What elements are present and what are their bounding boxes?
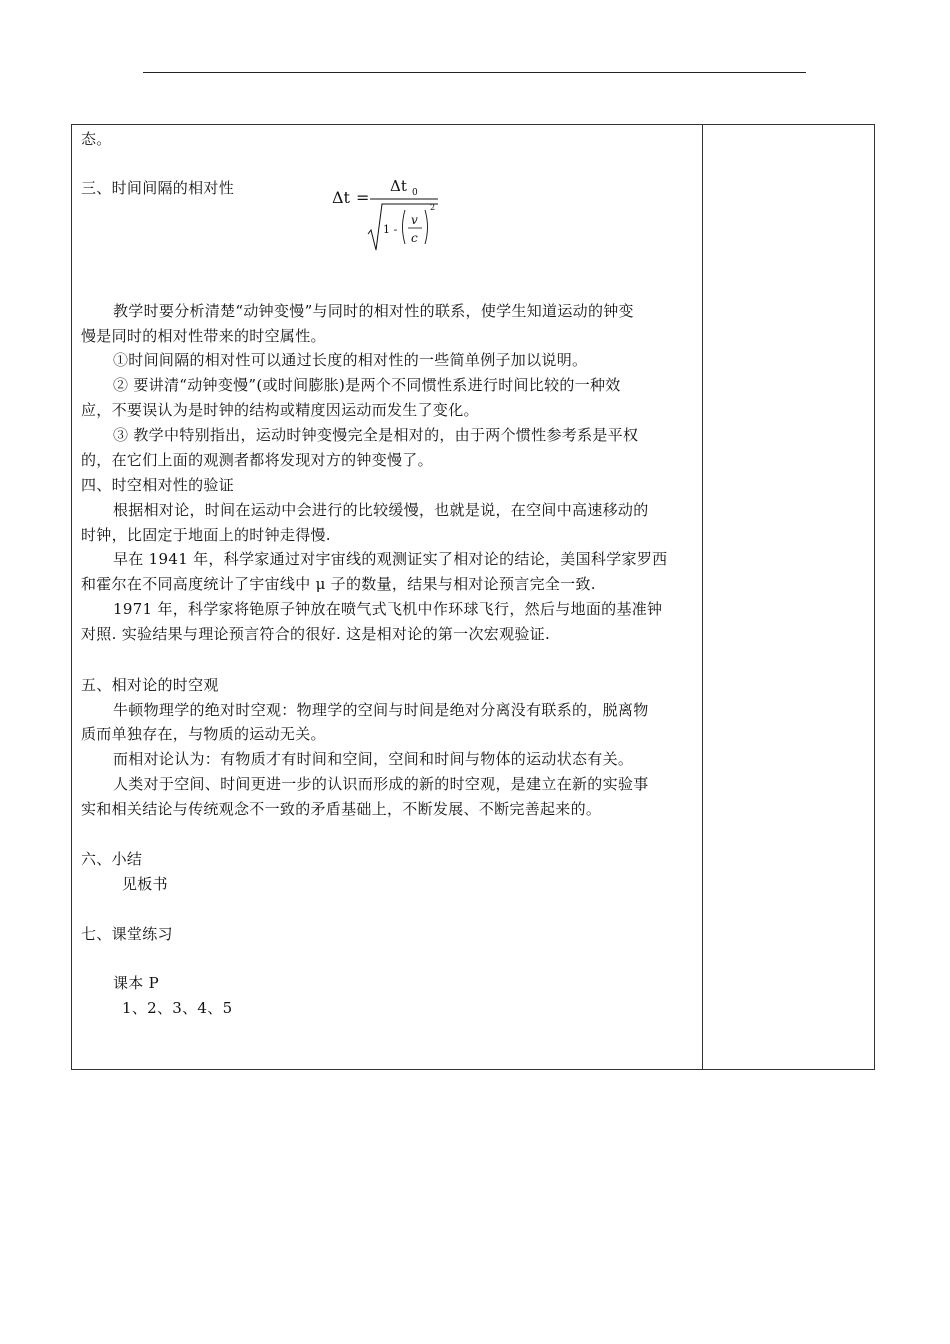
section-heading-summary: 六、小结 xyxy=(81,850,143,868)
time-dilation-formula xyxy=(326,172,456,260)
text-line: 1、2、3、4、5 xyxy=(122,999,233,1017)
formula-v: v xyxy=(411,213,418,227)
notes-column-divider xyxy=(702,124,703,1070)
formula-numerator-sub: 0 xyxy=(412,188,418,198)
section-heading-practice: 七、课堂练习 xyxy=(81,925,173,943)
formula-power: 2 xyxy=(430,203,436,212)
text-line: 1971 年，科学家将铯原子钟放在喷气式飞机中作环球飞行，然后与地面的基准钟 xyxy=(113,600,663,618)
section-heading-time-interval: 三、时间间隔的相对性 xyxy=(81,179,235,197)
formula-radicand-one: 1 - xyxy=(383,223,398,236)
text-line: 而相对论认为：有物质才有时间和空间，空间和时间与物体的运动状态有关。 xyxy=(113,750,634,768)
formula-numerator: Δt xyxy=(390,177,407,195)
text-line: 对照. 实验结果与理论预言符合的很好. 这是相对论的第一次宏观验证. xyxy=(81,625,551,643)
text-line: 和霍尔在不同高度统计了宇宙线中 μ 子的数量，结果与相对论预言完全一致. xyxy=(81,575,596,593)
section-heading-verification: 四、时空相对性的验证 xyxy=(81,476,235,494)
text-line: 时钟，比固定于地面上的时钟走得慢. xyxy=(81,526,331,544)
text-line: 早在 1941 年，科学家通过对宇宙线的观测证实了相对论的结论，美国科学家罗西 xyxy=(113,550,668,568)
text-line: 实和相关结论与传统观念不一致的矛盾基础上，不断发展、不断完善起来的。 xyxy=(81,800,602,818)
text-line: 见板书 xyxy=(122,875,168,893)
text-line: 慢是同时的相对性带来的时空属性。 xyxy=(81,327,326,345)
text-line: 课本 P xyxy=(113,974,160,992)
text-line: ② 要讲清“动钟变慢”(或时间膨胀)是两个不同惯性系进行时间比较的一种效 xyxy=(113,376,621,394)
text-line: 根据相对论，时间在运动中会进行的比较缓慢，也就是说，在空间中高速移动的 xyxy=(113,501,649,519)
formula-lhs: Δt xyxy=(332,188,350,207)
text-line: 应，不要误认为是时钟的结构或精度因运动而发生了变化。 xyxy=(81,401,479,419)
formula-equals: = xyxy=(356,188,370,207)
text-line: 态。 xyxy=(81,130,112,148)
header-rule xyxy=(143,72,806,73)
section-heading-spacetime-view: 五、相对论的时空观 xyxy=(81,676,219,694)
text-line: 牛顿物理学的绝对时空观：物理学的空间与时间是绝对分离没有联系的，脱离物 xyxy=(113,701,649,719)
text-line: 质而单独存在，与物质的运动无关。 xyxy=(81,725,326,743)
text-line: 的，在它们上面的观测者都将发现对方的钟变慢了。 xyxy=(81,451,433,469)
text-line: ①时间间隔的相对性可以通过长度的相对性的一些简单例子加以说明。 xyxy=(113,351,588,369)
formula-c: c xyxy=(411,231,418,245)
text-line: 人类对于空间、时间更进一步的认识而形成的新的时空观，是建立在新的实验事 xyxy=(113,775,649,793)
text-line: 教学时要分析清楚“动钟变慢”与同时的相对性的联系，使学生知道运动的钟变 xyxy=(113,302,634,320)
text-line: ③ 教学中特别指出，运动时钟变慢完全是相对的，由于两个惯性参考系是平权 xyxy=(113,426,639,444)
